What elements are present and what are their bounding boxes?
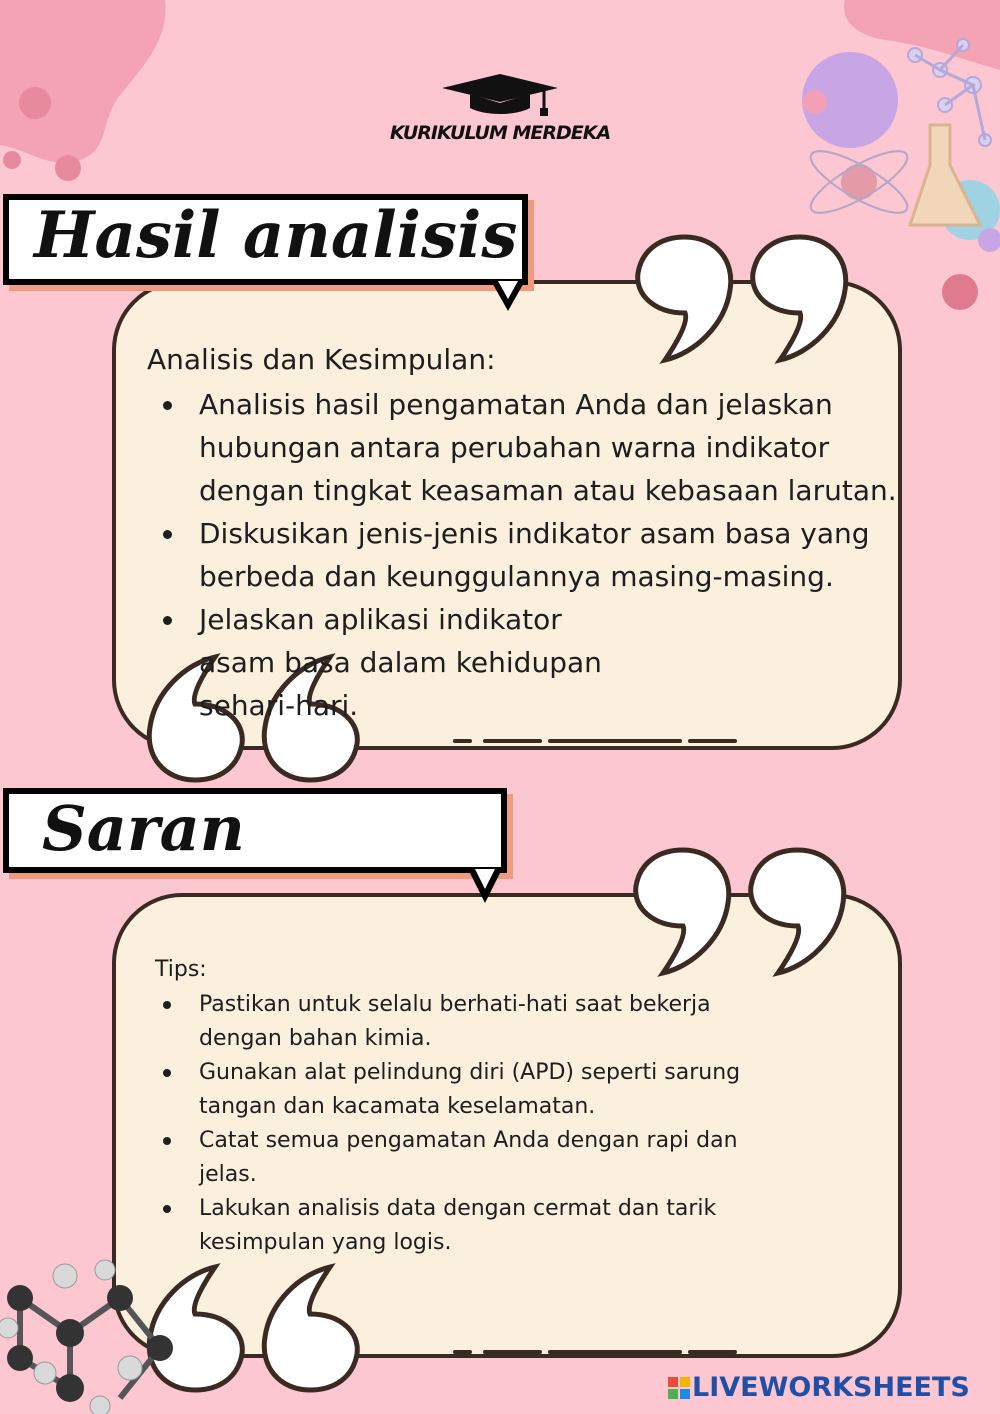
title-box-tail: [488, 279, 528, 317]
molecule-model-icon: [0, 1258, 185, 1414]
list-item: Jelaskan aplikasi indikator asam basa dalam kehidupan sehari-hari.: [155, 598, 915, 727]
liveworksheets-logo-icon: [668, 1377, 690, 1399]
list-item: Analisis hasil pengamatan Anda dan jelaskan hubungan antara perubahan warna indikator dengan tingkat keasaman atau kebasaan larutan.: [155, 383, 915, 512]
bubble-dash-decoration: [450, 1346, 750, 1358]
top-left-blob-decoration: [0, 0, 170, 185]
graduation-cap-icon: [440, 70, 560, 118]
section1-list: [155, 383, 915, 727]
list-item: Diskusikan jenis-jenis indikator asam basa yang berbeda dan keunggulannya masing-masing.: [155, 512, 915, 598]
section2-list: [155, 988, 775, 1260]
list-item: Gunakan alat pelindung diri (APD) seperti sarung tangan dan kacamata keselamatan.: [155, 1056, 775, 1124]
title-box-tail: [465, 867, 505, 909]
list-item: Lakukan analisis data dengan cermat dan tarik kesimpulan yang logis.: [155, 1192, 775, 1260]
section2-title: Saran: [42, 792, 245, 865]
list-item: Catat semua pengamatan Anda dengan rapi dan jelas.: [155, 1124, 775, 1192]
brand-text: LIVEWORKSHEETS: [692, 1372, 970, 1403]
bubble-dash-decoration: [450, 735, 750, 747]
list-item: Pastikan untuk selalu berhati-hati saat bekerja dengan bahan kimia.: [155, 988, 775, 1056]
header: [380, 70, 620, 144]
section1-intro: Analisis dan Kesimpulan:: [147, 343, 496, 376]
header-label: KURIKULUM MERDEKA: [389, 122, 611, 144]
closing-quote-icon: [628, 838, 858, 978]
section2-intro: Tips:: [155, 957, 207, 982]
section1-title: Hasil analisis: [34, 198, 518, 273]
closing-quote-icon: [630, 225, 860, 365]
